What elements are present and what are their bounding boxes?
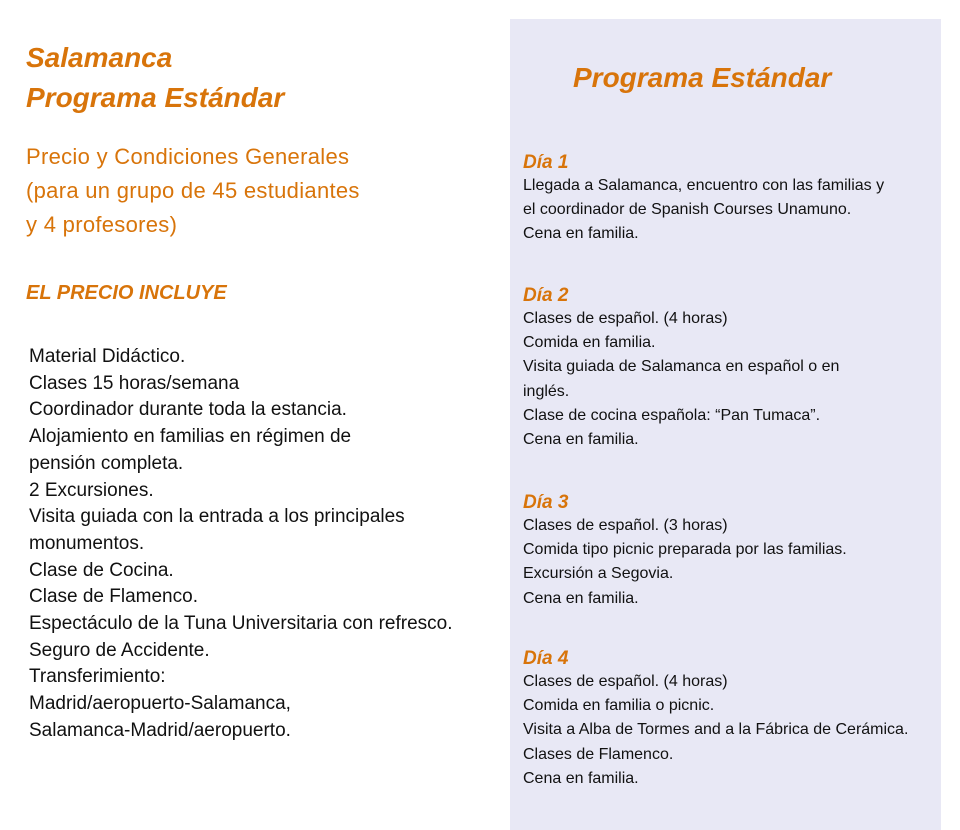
day-activities [523,670,943,791]
subtitle [26,140,496,242]
day-activities [523,307,943,452]
subtitle-line: Precio y Condiciones Generales [26,144,350,169]
list-item: Visita guiada con la entrada a los principales [29,506,405,528]
list-item: pensión completa. [29,452,184,474]
activity-line: Clases de español. (4 horas) [523,310,728,327]
activity-line: Cena en familia. [523,589,639,607]
list-item: Seguro de Accidente. [29,639,210,661]
list-item: Espectáculo de la Tuna Universitaria con refresco. [29,613,453,635]
list-item: Salamanca-Madrid/aeropuerto. [29,719,291,741]
list-item: Madrid/aeropuerto-Salamanca, [29,693,291,715]
day-section-3 [523,492,943,611]
itinerary-title: Programa Estándar [573,62,832,93]
activity-line: Comida tipo picnic preparada por las familias. [523,541,847,559]
day-section-2 [523,285,943,452]
day-title: Día 4 [523,648,569,669]
list-item: Material Didáctico. [29,346,186,367]
activity-line: Comida en familia o picnic. [523,697,715,715]
list-item: Alojamiento en familias en régimen de [29,426,352,448]
subtitle-line: y 4 profesores) [26,212,178,237]
activity-line: Clases de español. (3 horas) [523,517,728,534]
day-activities [523,514,943,611]
day-activities [523,174,943,247]
includes-heading: EL PRECIO INCLUYE [26,282,227,304]
list-item: Coordinador durante toda la estancia. [29,399,347,421]
activity-line: Clases de español. (4 horas) [523,673,728,690]
activity-line: Clases de Flamenco. [523,745,674,763]
activity-line: Visita a Alba de Tormes and a la Fábrica de Cerámica. [523,721,909,739]
day-section-4 [523,648,943,791]
activity-line: el coordinador de Spanish Courses Unamuno. [523,201,852,219]
day-title: Día 2 [523,285,569,306]
title-program: Programa Estándar [26,82,285,113]
list-item: Clase de Cocina. [29,559,174,581]
day-title: Día 1 [523,152,569,173]
list-item: Clases 15 horas/semana [29,372,240,394]
activity-line: Visita guiada de Salamanca en español o en [523,358,840,376]
subtitle-line: (para un grupo de 45 estudiantes [26,178,360,203]
left-column [26,38,496,118]
list-item: 2 Excursiones. [29,479,154,501]
activity-line: Cena en familia. [523,225,639,243]
list-item: Transferimiento: [29,666,166,688]
activity-line: Comida en familia. [523,334,656,352]
day-title: Día 3 [523,492,569,513]
title-city: Salamanca [26,42,173,73]
activity-line: Clase de cocina española: “Pan Tumaca”. [523,406,821,424]
list-item: Clase de Flamenco. [29,586,198,608]
includes-list [29,344,489,745]
day-section-1 [523,152,943,247]
activity-line: Cena en familia. [523,769,639,787]
list-item: monumentos. [29,532,145,554]
activity-line: Cena en familia. [523,431,639,449]
activity-line: Excursión a Segovia. [523,565,674,583]
activity-line: inglés. [523,382,570,400]
activity-line: Llegada a Salamanca, encuentro con las familias y [523,177,885,194]
